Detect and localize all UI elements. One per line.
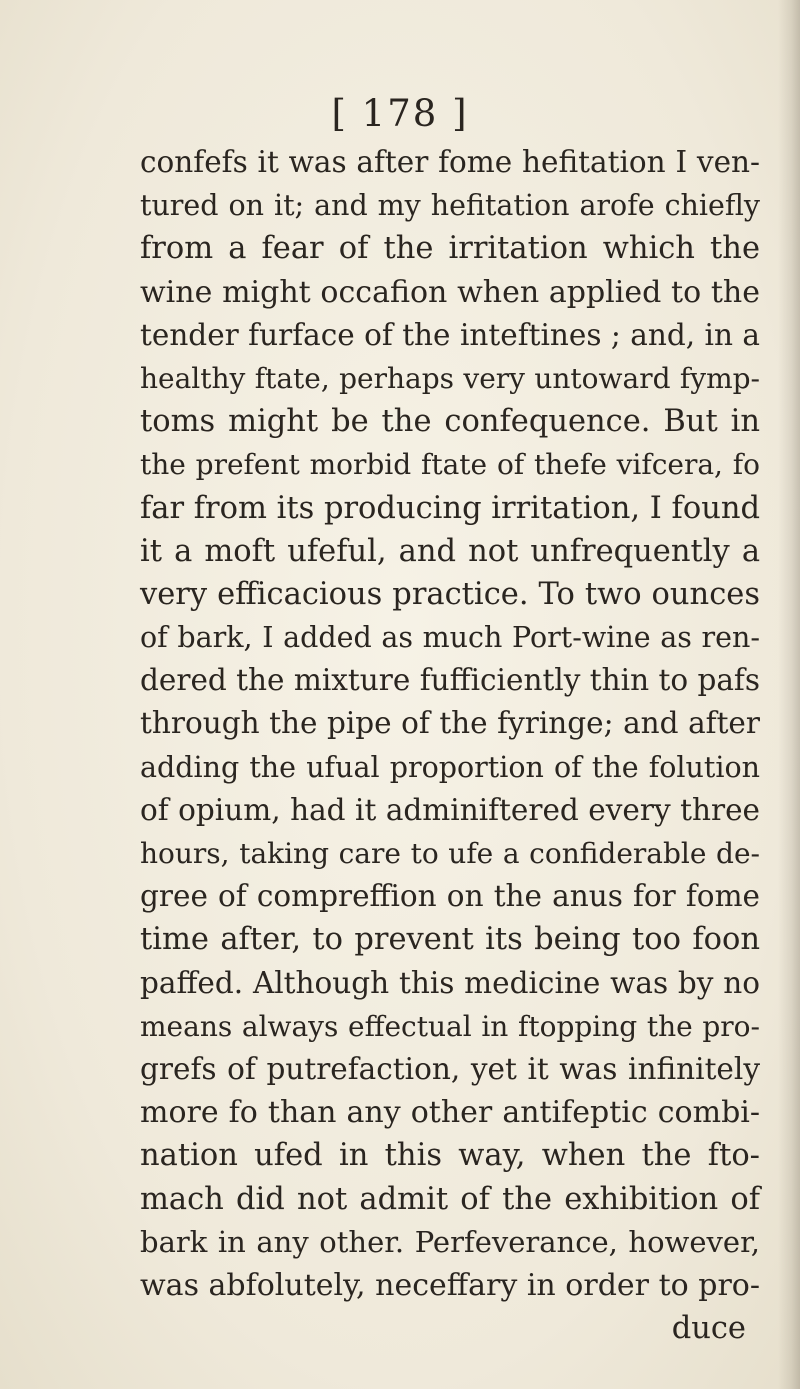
text-line: through the pipe of the fyringe; and after: [140, 706, 760, 741]
text-line: the prefent morbid ftate of thefe vifcera, fo: [140, 448, 760, 482]
text-line: of bark, I added as much Port-wine as ren-: [140, 621, 760, 655]
page-number-header: [ 178 ]: [331, 92, 469, 135]
text-line: adding the ufual proportion of the folution: [140, 750, 760, 784]
body-text: [140, 141, 760, 1350]
text-line: bark in any other. Perfeverance, however,: [140, 1224, 760, 1259]
text-line: far from its producing irritation, I found: [140, 490, 761, 526]
text-line: tender furface of the inteftines ; and, in a: [140, 317, 760, 352]
text-line: confefs it was after fome hefitation I ven-: [140, 145, 760, 179]
text-line: was abfolutely, neceffary in order to pro-: [140, 1267, 760, 1303]
text-line: tured on it; and my hefitation arofe chiefly: [140, 189, 760, 223]
text-line: grefs of putrefaction, yet it was infinitely: [140, 1051, 760, 1086]
text-line: dered the mixture fufficiently thin to pafs: [140, 663, 760, 698]
text-line: more fo than any other antifeptic combi-: [140, 1095, 760, 1131]
text-line: of opium, had it adminiftered every three: [140, 792, 760, 827]
text-line: very efficacious practice. To two ounces: [140, 576, 760, 612]
text-line: toms might be the confequence. But in: [140, 404, 760, 440]
text-line: mach did not admit of the exhibition of: [140, 1181, 760, 1217]
text-line: wine might occafion when applied to the: [140, 274, 760, 310]
text-line: time after, to prevent its being too foon: [140, 922, 760, 958]
text-line: from a fear of the irritation which the: [140, 231, 760, 267]
text-line: hours, taking care to ufe a confiderable de-: [140, 837, 760, 870]
page-edge-shadow: [778, 0, 800, 1389]
text-line: means always effectual in ftopping the pro-: [140, 1009, 760, 1043]
text-line: gree of compreffion on the anus for fome: [140, 879, 760, 914]
text-line: healthy ftate, perhaps very untoward fymp-: [140, 361, 760, 395]
text-line: it a moft ufeful, and not unfrequently a: [140, 533, 760, 569]
text-line: paffed. Although this medicine was by no: [140, 965, 760, 1000]
catchword: duce: [671, 1311, 746, 1347]
text-line: nation ufed in this way, when the fto-: [140, 1138, 760, 1174]
